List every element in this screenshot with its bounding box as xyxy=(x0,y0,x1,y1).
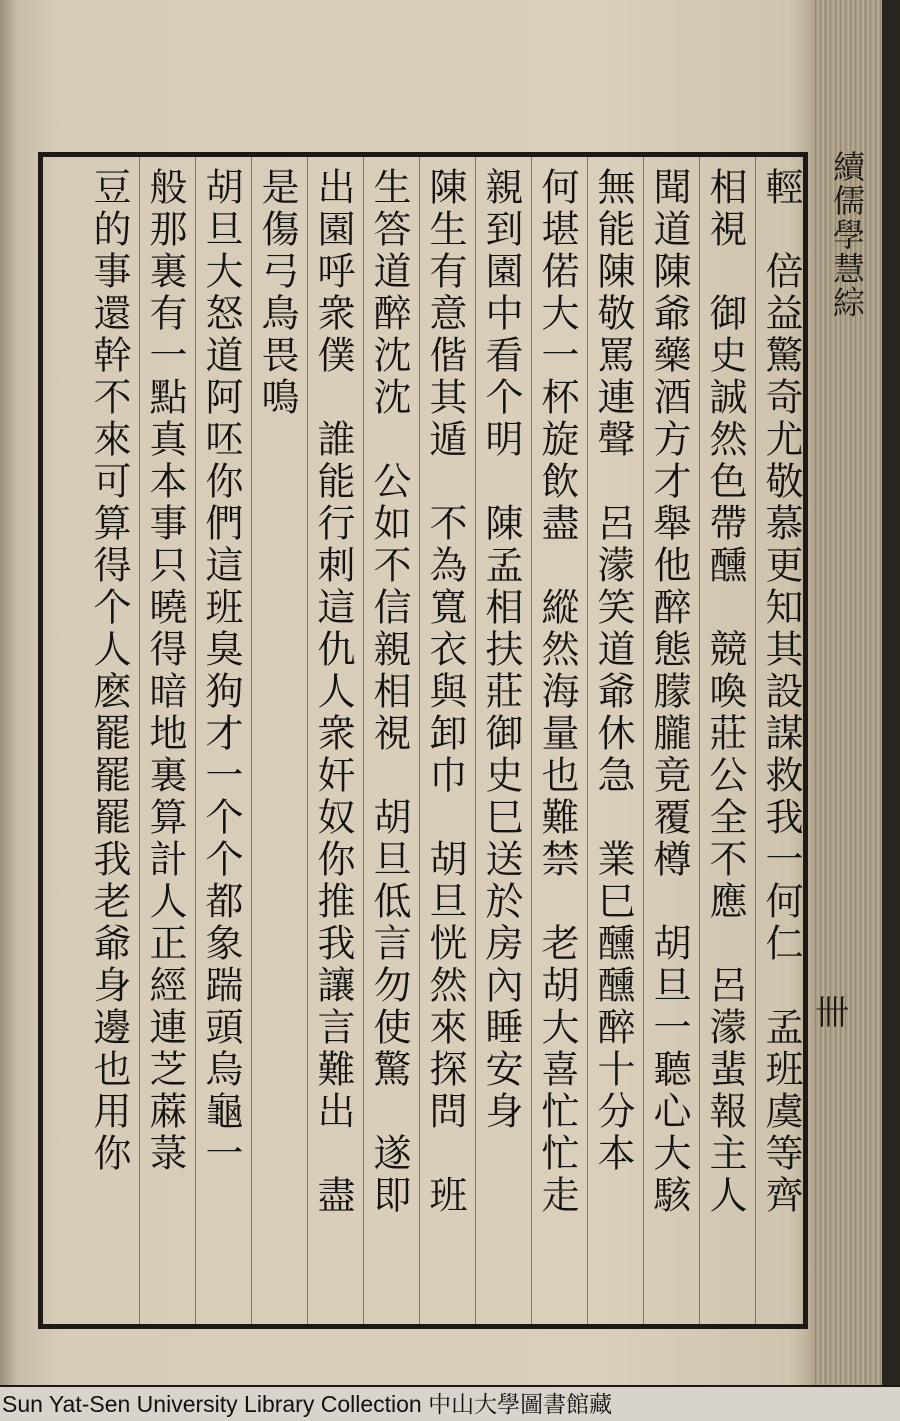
column-rule xyxy=(195,157,196,1324)
book-title-header: 續儒學慧綜 xyxy=(828,150,866,320)
text-column: 何堪偌大一杯旋飲盡 縱然海量也難禁 老胡大喜忙忙走 xyxy=(535,167,579,1217)
column-rule xyxy=(755,157,756,1324)
text-column: 輕 倍益驚奇尤敬慕更知其設謀救我一何仁 孟班虞等齊 xyxy=(759,167,803,1217)
text-column: 生答道醉沈沈 公如不信親相視 胡旦低言勿使驚 遂即 xyxy=(367,167,411,1217)
column-rule xyxy=(251,157,252,1324)
text-column: 豆的事還幹不來可算得个人麽罷罷罷我老爺身邊也用你 xyxy=(87,167,131,1175)
text-column: 無能陳敬罵連聲 呂濛笑道爺休急 業巳醺醺醉十分本 xyxy=(591,167,635,1175)
column-rule xyxy=(531,157,532,1324)
column-rule xyxy=(699,157,700,1324)
folio-number: 卌 xyxy=(815,993,849,1033)
text-column: 是傷弓鳥畏鳴 xyxy=(255,167,299,419)
text-column: 相視 御史誠然色帶醺 競喚莊公全不應 呂濛蜚報主人 xyxy=(703,167,747,1217)
text-column: 親到園中看个明 陳孟相扶莊御史巳送於房內睡安身 xyxy=(479,167,523,1133)
book-spine xyxy=(882,0,900,1385)
column-rule xyxy=(587,157,588,1324)
text-column: 胡旦大怒道阿呸你們這班臭狗才一个个都象踹頭烏龜一 xyxy=(199,167,243,1175)
text-column: 陳生有意偕其遁 不為寬衣與卸巾 胡旦恍然來探問 班 xyxy=(423,167,467,1217)
column-rule xyxy=(419,157,420,1324)
text-column: 般那裏有一點真本事只曉得暗地裏算計人正經連芝蔴菉 xyxy=(143,167,187,1175)
collection-caption: Sun Yat-Sen University Library Collection 中山大學圖書館藏 xyxy=(0,1387,900,1421)
column-rule xyxy=(475,157,476,1324)
column-rule xyxy=(139,157,140,1324)
text-column: 聞道陳爺藥酒方才舉他醉態朦朧竟覆樽 胡旦一聽心大駭 xyxy=(647,167,691,1217)
column-rule xyxy=(363,157,364,1324)
text-column: 出園呼衆僕 誰能行刺這仇人衆奸奴你推我讓言難出 盡 xyxy=(311,167,355,1217)
column-rule xyxy=(307,157,308,1324)
text-frame xyxy=(38,152,808,1329)
column-rule xyxy=(643,157,644,1324)
